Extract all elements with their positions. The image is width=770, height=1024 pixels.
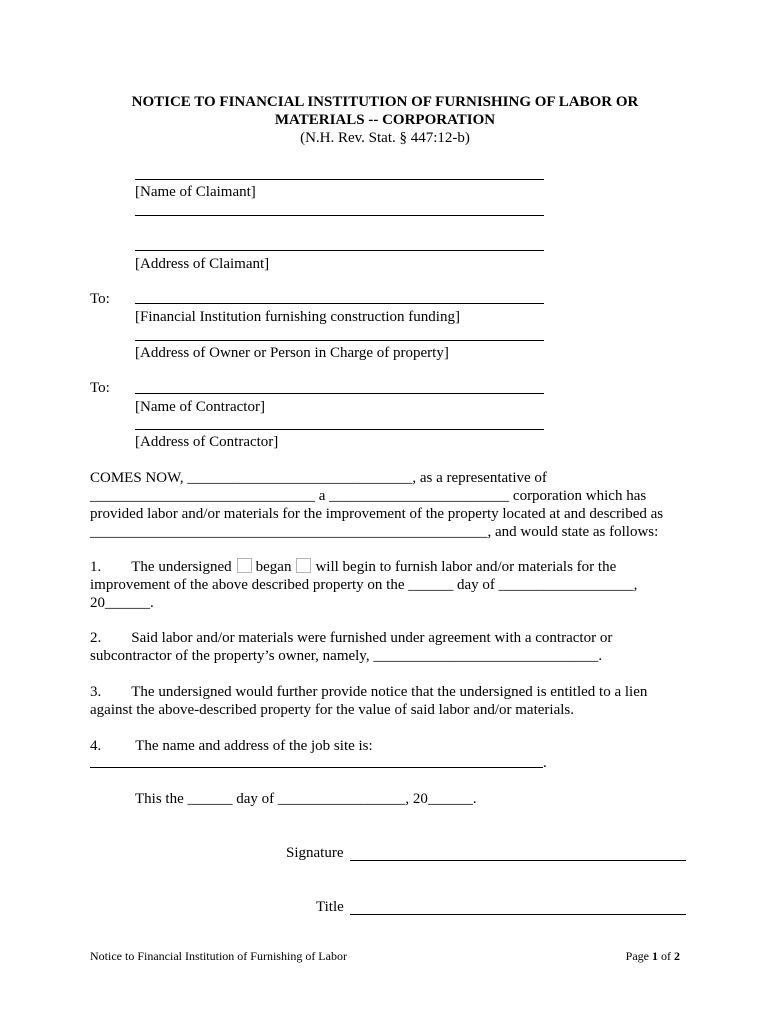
paragraph-1-number: 1. — [90, 559, 102, 575]
began-label: began — [255, 559, 292, 575]
claimant-address-line — [135, 250, 544, 251]
document-title-line2: MATERIALS -- CORPORATION — [274, 112, 496, 128]
paragraph-4-line1 — [90, 737, 373, 755]
comes-now-line3: provided labor and/or materials for the improvement of the property located at and described as — [90, 506, 664, 522]
paragraph-3-line1 — [90, 683, 647, 701]
paragraph-1-line2: improvement of the above described property on the ______ day of __________________, — [90, 577, 638, 593]
signature-label: Signature — [286, 845, 344, 861]
owner-address-label: [Address of Owner or Person in Charge of property] — [135, 345, 449, 361]
page-prefix: Page — [625, 949, 649, 963]
to-label-2: To: — [90, 380, 110, 396]
paragraph-1-line3: 20______. — [90, 595, 154, 611]
owner-address-line — [135, 340, 544, 341]
claimant-address-label: [Address of Claimant] — [135, 256, 270, 272]
total-pages: 2 — [674, 949, 680, 963]
paragraph-2-line1 — [90, 629, 612, 647]
statute-citation: (N.H. Rev. Stat. § 447:12-b) — [300, 130, 470, 146]
paragraph-4-number: 4. — [90, 738, 102, 754]
contractor-name-label: [Name of Contractor] — [135, 399, 265, 415]
paragraph-1-line1 — [90, 558, 616, 576]
signature-line — [350, 860, 686, 861]
comes-now-line4: _____________________________________________________, and would state as follows: — [90, 524, 659, 540]
paragraph-1-undersigned: The undersigned — [131, 559, 232, 575]
job-site-line — [90, 767, 543, 768]
title-line — [350, 914, 686, 915]
claimant-extra-line — [135, 215, 544, 216]
job-site-period: . — [543, 755, 547, 771]
paragraph-3-line2: against the above-described property for the value of said labor and/or materials. — [90, 702, 574, 718]
began-checkbox[interactable] — [237, 558, 252, 573]
will-begin-label: will begin to furnish labor and/or materials for the — [315, 559, 617, 575]
paragraph-2-number: 2. — [90, 630, 102, 646]
claimant-name-line — [135, 179, 544, 180]
paragraph-3-text: The undersigned would further provide notice that the undersigned is entitled to a lien — [131, 684, 648, 700]
title-label: Title — [316, 899, 344, 915]
contractor-address-label: [Address of Contractor] — [135, 434, 279, 450]
claimant-name-label: [Name of Claimant] — [135, 184, 256, 200]
contractor-name-line — [135, 393, 544, 394]
financial-institution-label: [Financial Institution furnishing construction funding] — [135, 309, 460, 325]
current-page: 1 — [652, 949, 658, 963]
will-begin-checkbox[interactable] — [296, 558, 311, 573]
paragraph-2-line2: subcontractor of the property’s owner, namely, ______________________________. — [90, 648, 603, 664]
page-of: of — [661, 949, 671, 963]
comes-now-line1: COMES NOW, ______________________________, as a representative of — [90, 470, 547, 486]
footer-title: Notice to Financial Institution of Furnishing of Labor — [90, 949, 347, 963]
paragraph-4-text: The name and address of the job site is: — [135, 738, 373, 754]
date-line: This the ______ day of _________________, 20______. — [135, 791, 477, 807]
comes-now-line2: ______________________________ a ________________________ corporation which has — [90, 488, 647, 504]
financial-institution-line — [135, 303, 544, 304]
to-label-1: To: — [90, 291, 110, 307]
contractor-address-line — [135, 429, 544, 430]
document-title-line1: NOTICE TO FINANCIAL INSTITUTION OF FURNISHING OF LABOR OR — [131, 94, 639, 110]
page-number — [560, 949, 680, 964]
paragraph-3-number: 3. — [90, 684, 102, 700]
paragraph-2-text: Said labor and/or materials were furnished under agreement with a contractor or — [131, 630, 613, 646]
